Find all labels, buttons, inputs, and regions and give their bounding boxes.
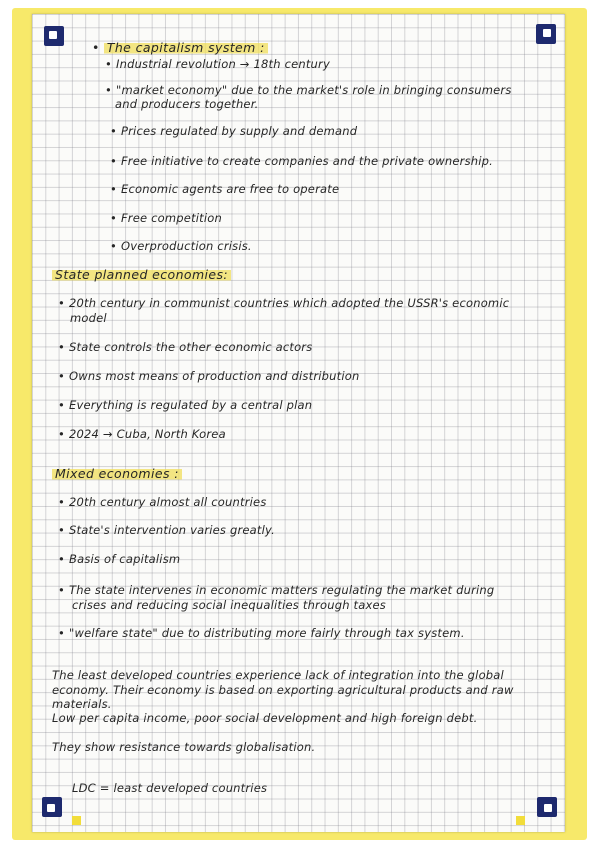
corner-marker-icon xyxy=(537,797,557,817)
note-line: crises and reducing social inequalities through taxes xyxy=(72,598,386,612)
corner-marker-icon xyxy=(536,24,556,44)
paragraph-line: The least developed countries experience lack of integration into the global xyxy=(52,668,504,682)
note-line: • 2024 → Cuba, North Korea xyxy=(58,428,226,441)
paragraph-line: LDC = least developed countries xyxy=(72,781,268,795)
note-line: • Economic agents are free to operate xyxy=(110,183,339,196)
note-line: • Free initiative to create companies and the private ownership. xyxy=(110,155,493,168)
note-line: • State's intervention varies greatly. xyxy=(58,524,275,537)
note-line: • Owns most means of production and distribution xyxy=(58,370,359,383)
note-line: • 20th century in communist countries which adopted the USSR's economic xyxy=(58,297,509,310)
highlight: Mixed economies : xyxy=(52,466,182,481)
note-line: • State controls the other economic actors xyxy=(58,341,312,354)
paragraph-line: economy. Their economy is based on exporting agricultural products and raw xyxy=(52,683,514,697)
highlight: State planned economies: xyxy=(52,267,231,282)
corner-marker-icon xyxy=(44,26,64,46)
note-line: • "welfare state" due to distributing more fairly through tax system. xyxy=(58,627,465,640)
paragraph-line: Low per capita income, poor social development and high foreign debt. xyxy=(52,711,478,725)
note-line: • Industrial revolution → 18th century xyxy=(105,58,330,71)
note-line: model xyxy=(70,311,107,325)
note-line: and producers together. xyxy=(115,97,259,111)
paragraph-line: They show resistance towards globalisation. xyxy=(52,740,316,754)
paragraph-line: materials. xyxy=(52,697,112,711)
yellow-tick-mark xyxy=(516,816,525,825)
note-line: • Prices regulated by supply and demand xyxy=(110,125,357,138)
note-line: • The state intervenes in economic matters regulating the market during xyxy=(58,584,494,597)
section-heading xyxy=(52,467,182,480)
note-line: • 20th century almost all countries xyxy=(58,496,267,509)
section-heading xyxy=(92,41,268,54)
note-line: • "market economy" due to the market's role in bringing consumers xyxy=(105,84,512,97)
note-line: • Overproduction crisis. xyxy=(110,240,252,253)
note-line: • Everything is regulated by a central plan xyxy=(58,399,312,412)
note-line: • Free competition xyxy=(110,212,222,225)
section-heading xyxy=(52,268,231,281)
note-line: • Basis of capitalism xyxy=(58,553,180,566)
corner-marker-icon xyxy=(42,797,62,817)
yellow-tick-mark xyxy=(72,816,81,825)
highlight: The capitalism system : xyxy=(104,40,268,55)
